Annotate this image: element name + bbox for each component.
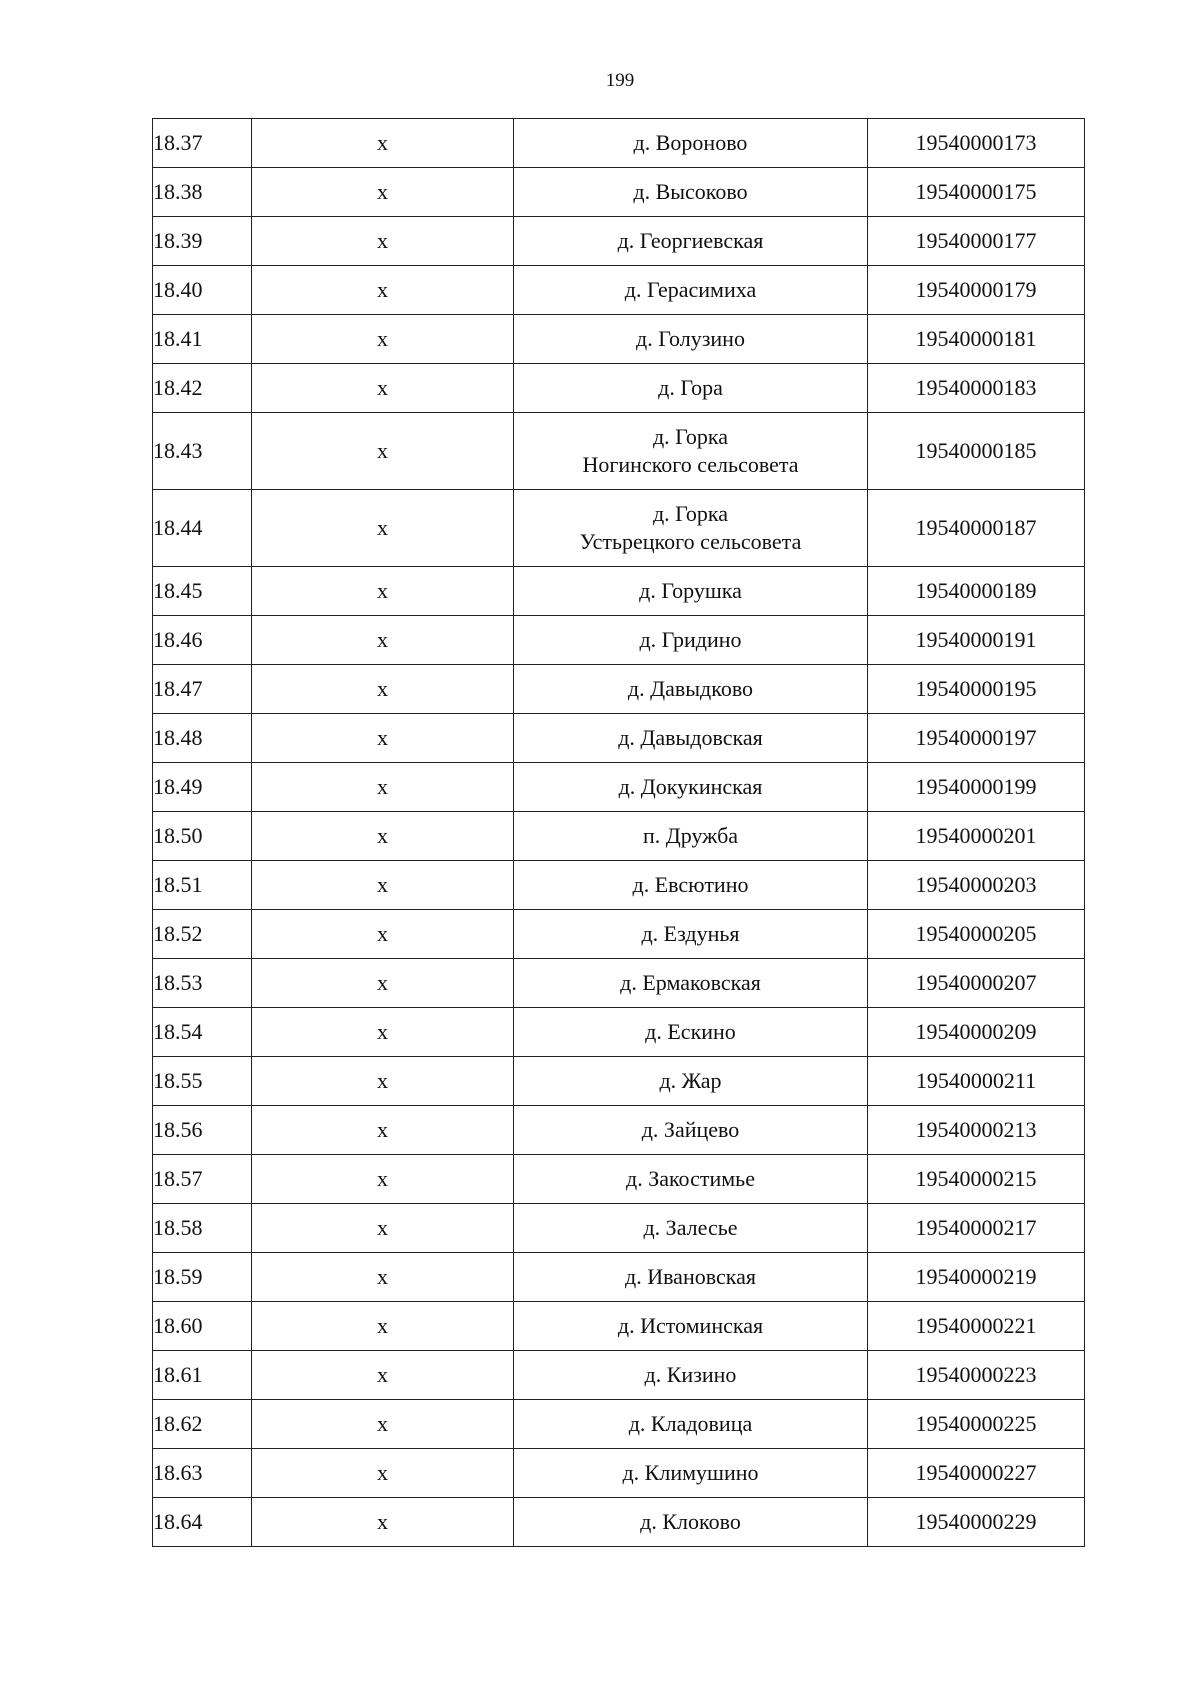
table-row [153, 1057, 1085, 1106]
oktmo-code-cell: 19540000173 [868, 119, 1085, 168]
settlement-name-line: д. Вороново [633, 130, 748, 155]
oktmo-code-cell: 19540000195 [868, 665, 1085, 714]
row-number-cell: 18.42 [153, 364, 252, 413]
table-row [153, 959, 1085, 1008]
mark-cell: x [252, 567, 514, 616]
settlement-name-cell [514, 1057, 868, 1106]
table-row [153, 1400, 1085, 1449]
table-row [153, 812, 1085, 861]
table-row [153, 616, 1085, 665]
oktmo-code-cell: 19540000183 [868, 364, 1085, 413]
mark-cell: x [252, 1008, 514, 1057]
settlement-name-cell [514, 812, 868, 861]
settlement-name-line: д. Гора [658, 375, 723, 400]
settlement-name-line: д. Кладовица [628, 1411, 753, 1436]
settlement-name-line: д. Голузино [636, 326, 745, 351]
settlement-name-cell [514, 714, 868, 763]
table-row [153, 1302, 1085, 1351]
row-number-cell: 18.61 [153, 1351, 252, 1400]
row-number-cell: 18.53 [153, 959, 252, 1008]
registry-table [152, 118, 1085, 1547]
mark-cell: x [252, 413, 514, 490]
settlement-name-cell [514, 861, 868, 910]
oktmo-code-cell: 19540000229 [868, 1498, 1085, 1547]
settlement-name-cell [514, 1106, 868, 1155]
table-row [153, 1008, 1085, 1057]
row-number-cell: 18.47 [153, 665, 252, 714]
settlement-name-line: д. Георгиевская [617, 228, 764, 253]
settlement-name-line: д. Клоково [640, 1509, 741, 1534]
row-number-cell: 18.57 [153, 1155, 252, 1204]
settlement-name-cell [514, 616, 868, 665]
settlement-name-cell [514, 119, 868, 168]
table-row [153, 1106, 1085, 1155]
oktmo-code-cell: 19540000207 [868, 959, 1085, 1008]
settlement-name-line: д. Жар [659, 1068, 722, 1093]
settlement-name-line: д. Кизино [644, 1362, 737, 1387]
table-row [153, 763, 1085, 812]
settlement-name-line: д. Горушка [639, 578, 742, 603]
table-row [153, 567, 1085, 616]
settlement-name-cell [514, 364, 868, 413]
settlement-name-line: д. Климушино [622, 1460, 759, 1485]
mark-cell: x [252, 1400, 514, 1449]
settlement-name-cell [514, 959, 868, 1008]
table-row [153, 1449, 1085, 1498]
settlement-name-cell [514, 168, 868, 217]
mark-cell: x [252, 1155, 514, 1204]
row-number-cell: 18.45 [153, 567, 252, 616]
oktmo-code-cell: 19540000221 [868, 1302, 1085, 1351]
settlement-name-cell [514, 1302, 868, 1351]
settlement-name-line: д. Герасимиха [624, 277, 757, 302]
mark-cell: x [252, 1302, 514, 1351]
mark-cell: x [252, 364, 514, 413]
settlement-name-line: д. Закостимье [626, 1166, 755, 1191]
row-number-cell: 18.40 [153, 266, 252, 315]
settlement-name-cell [514, 1008, 868, 1057]
settlement-name-line: д. Давыдовская [618, 725, 763, 750]
table-row [153, 1498, 1085, 1547]
table-row [153, 217, 1085, 266]
mark-cell: x [252, 1498, 514, 1547]
mark-cell: x [252, 714, 514, 763]
settlement-name-cell [514, 217, 868, 266]
settlement-name-line: д. Ездунья [641, 921, 740, 946]
mark-cell: x [252, 1057, 514, 1106]
settlement-name-line: Устьрецкого сельсовета [579, 529, 802, 554]
settlement-name-cell [514, 567, 868, 616]
oktmo-code-cell: 19540000181 [868, 315, 1085, 364]
settlement-name-cell [514, 1400, 868, 1449]
table-row [153, 364, 1085, 413]
settlement-name-line: д. Горка [652, 501, 729, 526]
settlement-name-cell [514, 763, 868, 812]
settlement-name-line: Ногинского сельсовета [582, 452, 799, 477]
table-row [153, 1253, 1085, 1302]
settlement-name-cell [514, 1498, 868, 1547]
table-row [153, 266, 1085, 315]
table-row [153, 1204, 1085, 1253]
row-number-cell: 18.56 [153, 1106, 252, 1155]
oktmo-code-cell: 19540000197 [868, 714, 1085, 763]
settlement-name-cell [514, 1449, 868, 1498]
settlement-name-cell [514, 665, 868, 714]
settlement-name-cell [514, 1351, 868, 1400]
oktmo-code-cell: 19540000191 [868, 616, 1085, 665]
page-number: 199 [605, 70, 635, 91]
settlement-name-cell [514, 413, 868, 490]
mark-cell: x [252, 861, 514, 910]
table-row [153, 665, 1085, 714]
oktmo-code-cell: 19540000189 [868, 567, 1085, 616]
settlement-name-line: д. Евсютино [632, 872, 749, 897]
oktmo-code-cell: 19540000223 [868, 1351, 1085, 1400]
table-row [153, 910, 1085, 959]
oktmo-code-cell: 19540000219 [868, 1253, 1085, 1302]
settlement-name-cell [514, 1253, 868, 1302]
row-number-cell: 18.55 [153, 1057, 252, 1106]
mark-cell: x [252, 812, 514, 861]
mark-cell: x [252, 616, 514, 665]
row-number-cell: 18.48 [153, 714, 252, 763]
mark-cell: x [252, 315, 514, 364]
row-number-cell: 18.46 [153, 616, 252, 665]
settlement-name-cell [514, 315, 868, 364]
oktmo-code-cell: 19540000215 [868, 1155, 1085, 1204]
table-row [153, 315, 1085, 364]
row-number-cell: 18.44 [153, 490, 252, 567]
table-row [153, 168, 1085, 217]
oktmo-code-cell: 19540000205 [868, 910, 1085, 959]
mark-cell: x [252, 266, 514, 315]
mark-cell: x [252, 959, 514, 1008]
oktmo-code-cell: 19540000179 [868, 266, 1085, 315]
oktmo-code-cell: 19540000203 [868, 861, 1085, 910]
row-number-cell: 18.37 [153, 119, 252, 168]
settlement-name-line: д. Высоково [633, 179, 748, 204]
settlement-name-cell [514, 1155, 868, 1204]
table-row [153, 413, 1085, 490]
mark-cell: x [252, 763, 514, 812]
settlement-name-cell [514, 1204, 868, 1253]
row-number-cell: 18.63 [153, 1449, 252, 1498]
row-number-cell: 18.50 [153, 812, 252, 861]
mark-cell: x [252, 119, 514, 168]
mark-cell: x [252, 910, 514, 959]
row-number-cell: 18.51 [153, 861, 252, 910]
table-row [153, 119, 1085, 168]
settlement-name-line: д. Ивановская [625, 1264, 756, 1289]
settlement-name-cell [514, 266, 868, 315]
settlement-name-line: д. Ескино [645, 1019, 736, 1044]
mark-cell: x [252, 1253, 514, 1302]
settlement-name-cell [514, 490, 868, 567]
row-number-cell: 18.60 [153, 1302, 252, 1351]
oktmo-code-cell: 19540000225 [868, 1400, 1085, 1449]
settlement-name-line: д. Истоминская [617, 1313, 764, 1338]
mark-cell: x [252, 1106, 514, 1155]
mark-cell: x [252, 217, 514, 266]
mark-cell: x [252, 665, 514, 714]
mark-cell: x [252, 490, 514, 567]
row-number-cell: 18.39 [153, 217, 252, 266]
oktmo-code-cell: 19540000177 [868, 217, 1085, 266]
oktmo-code-cell: 19540000211 [868, 1057, 1085, 1106]
registry-table-container [152, 118, 1085, 1547]
oktmo-code-cell: 19540000227 [868, 1449, 1085, 1498]
registry-table-body [153, 119, 1085, 1547]
row-number-cell: 18.52 [153, 910, 252, 959]
settlement-name-cell [514, 910, 868, 959]
row-number-cell: 18.62 [153, 1400, 252, 1449]
oktmo-code-cell: 19540000213 [868, 1106, 1085, 1155]
oktmo-code-cell: 19540000199 [868, 763, 1085, 812]
mark-cell: x [252, 1204, 514, 1253]
settlement-name-line: п. Дружба [642, 823, 739, 848]
row-number-cell: 18.59 [153, 1253, 252, 1302]
settlement-name-line: д. Давыдково [627, 676, 754, 701]
mark-cell: x [252, 168, 514, 217]
row-number-cell: 18.54 [153, 1008, 252, 1057]
settlement-name-line: д. Докукинская [618, 774, 763, 799]
row-number-cell: 18.58 [153, 1204, 252, 1253]
row-number-cell: 18.49 [153, 763, 252, 812]
mark-cell: x [252, 1449, 514, 1498]
oktmo-code-cell: 19540000187 [868, 490, 1085, 567]
table-row [153, 490, 1085, 567]
settlement-name-line: д. Ермаковская [620, 970, 761, 995]
settlement-name-line: д. Горка [652, 424, 729, 449]
oktmo-code-cell: 19540000201 [868, 812, 1085, 861]
row-number-cell: 18.41 [153, 315, 252, 364]
table-row [153, 861, 1085, 910]
settlement-name-line: д. Зайцево [641, 1117, 740, 1142]
row-number-cell: 18.38 [153, 168, 252, 217]
mark-cell: x [252, 1351, 514, 1400]
table-row [153, 1351, 1085, 1400]
row-number-cell: 18.64 [153, 1498, 252, 1547]
oktmo-code-cell: 19540000209 [868, 1008, 1085, 1057]
settlement-name-line: д. Залесье [643, 1215, 738, 1240]
table-row [153, 714, 1085, 763]
row-number-cell: 18.43 [153, 413, 252, 490]
settlement-name-line: д. Гридино [639, 627, 742, 652]
table-row [153, 1155, 1085, 1204]
oktmo-code-cell: 19540000217 [868, 1204, 1085, 1253]
oktmo-code-cell: 19540000185 [868, 413, 1085, 490]
oktmo-code-cell: 19540000175 [868, 168, 1085, 217]
